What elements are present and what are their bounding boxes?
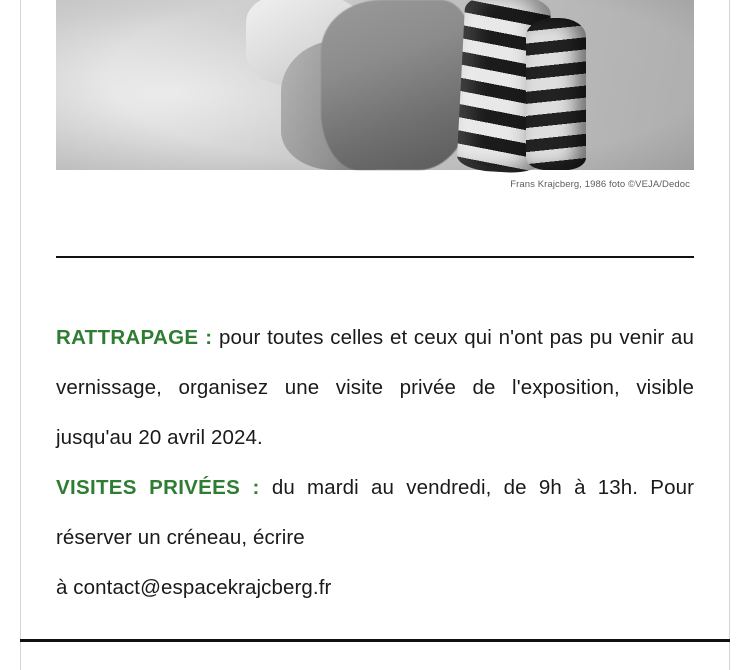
photo-block xyxy=(56,0,694,190)
page-right-rule xyxy=(729,0,730,670)
photo-image xyxy=(56,0,694,170)
paragraph-rattrapage-text: pour toutes celles et ceux qui n'ont pas pu venir au vernissage, organisez une visite privée de l'exposition, visible jusqu'au 20 avril 2024. xyxy=(56,326,694,449)
paragraph-rattrapage xyxy=(56,313,694,463)
contact-line xyxy=(56,563,694,613)
page-left-rule xyxy=(20,0,21,670)
paragraph-visites-privees xyxy=(56,463,694,563)
article-body xyxy=(56,313,694,613)
top-divider-wrap xyxy=(56,256,694,257)
bottom-divider xyxy=(20,639,730,642)
lead-label-visites-privees: VISITES PRIVÉES : xyxy=(56,476,260,499)
content-column xyxy=(56,0,694,613)
paragraph-visites-privees-text: du mardi au vendredi, de 9h à 13h. Pour réserver un créneau, écrire xyxy=(56,476,694,549)
lead-label-rattrapage: RATTRAPAGE : xyxy=(56,326,213,349)
photo-credit: Frans Krajcberg, 1986 foto ©VEJA/Dedoc xyxy=(510,179,690,190)
section-divider xyxy=(56,256,694,258)
contact-email-text[interactable]: à contact@espacekrajcberg.fr xyxy=(56,576,332,599)
photo-vignette xyxy=(56,0,694,170)
